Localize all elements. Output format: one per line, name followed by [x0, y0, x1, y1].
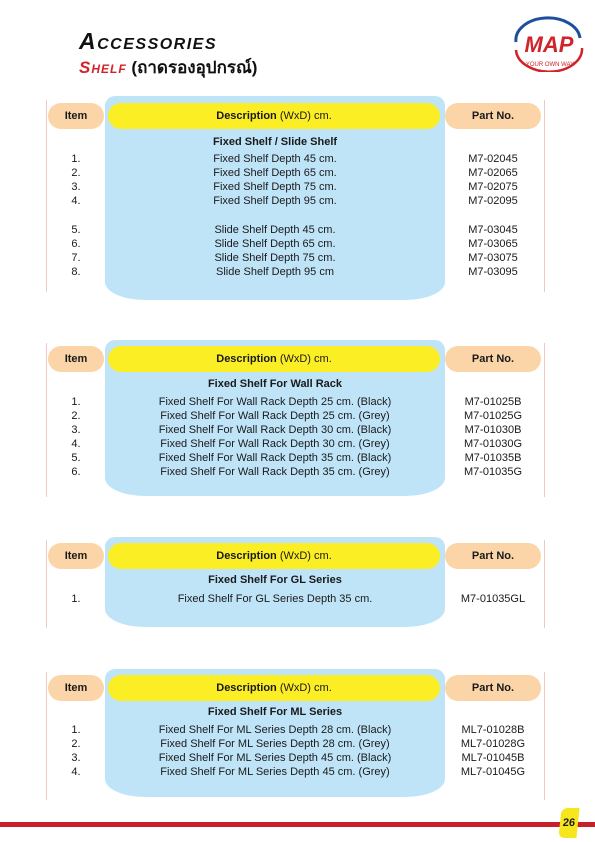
row-num: 4. — [71, 438, 81, 450]
row-part: ML7-01028B — [461, 724, 525, 736]
table-row — [0, 166, 595, 180]
table-row — [0, 437, 595, 451]
row-num: 2. — [71, 738, 81, 750]
row-desc: Slide Shelf Depth 95 cm — [215, 266, 334, 278]
footer-bar — [0, 822, 595, 827]
header-item: Item — [48, 103, 104, 129]
logo-tagline: YOUR OWN WAY — [525, 62, 575, 68]
row-desc: Fixed Shelf For Wall Rack Depth 30 cm. (Black) — [158, 424, 392, 436]
table-row — [0, 465, 595, 479]
row-part: M7-02075 — [468, 181, 518, 193]
table-row — [0, 723, 595, 737]
logo-text: MAP — [524, 32, 574, 57]
row-num: 4. — [71, 195, 81, 207]
row-part: M7-01035B — [464, 452, 522, 464]
row-part: ML7-01045G — [460, 766, 526, 778]
divider-left — [46, 540, 47, 628]
divider-right — [544, 540, 545, 628]
row-part: ML7-01028G — [460, 738, 526, 750]
page-number: 26 — [558, 808, 579, 838]
row-num: 3. — [71, 181, 81, 193]
subtitle-red: Shelf — [79, 58, 127, 77]
row-part: M7-03065 — [468, 238, 518, 250]
row-num: 1. — [71, 153, 81, 165]
row-desc: Fixed Shelf For ML Series Depth 28 cm. (Black) — [158, 724, 392, 736]
row-desc: Fixed Shelf Depth 65 cm. — [213, 167, 337, 179]
row-part: M7-01025B — [464, 396, 522, 408]
header-description — [108, 103, 440, 129]
row-part: M7-03045 — [468, 224, 518, 236]
header-description-unit: (WxD) cm. — [276, 682, 332, 694]
table-row — [0, 751, 595, 765]
row-desc: Fixed Shelf For Wall Rack Depth 30 cm. (Grey) — [160, 438, 390, 450]
header-part-no: Part No. — [445, 346, 541, 372]
header-description — [108, 675, 440, 701]
row-desc: Fixed Shelf Depth 45 cm. — [213, 153, 337, 165]
table-row — [0, 194, 595, 208]
header-item: Item — [48, 346, 104, 372]
row-desc: Fixed Shelf Depth 95 cm. — [213, 195, 337, 207]
table-row — [0, 180, 595, 194]
row-part: M7-01035G — [463, 466, 523, 478]
row-part: M7-02095 — [468, 195, 518, 207]
row-desc: Fixed Shelf Depth 75 cm. — [213, 181, 337, 193]
group-title: Fixed Shelf / Slide Shelf — [212, 136, 338, 148]
row-desc: Fixed Shelf For GL Series Depth 35 cm. — [177, 593, 373, 605]
row-num: 3. — [71, 424, 81, 436]
row-part: M7-02065 — [468, 167, 518, 179]
table-row — [0, 423, 595, 437]
row-num: 7. — [71, 252, 81, 264]
header-description-bold: Description — [216, 110, 277, 122]
row-desc: Slide Shelf Depth 75 cm. — [214, 252, 336, 264]
table-row — [0, 592, 595, 606]
table-row — [0, 737, 595, 751]
table-row — [0, 251, 595, 265]
row-num: 5. — [71, 224, 81, 236]
row-desc: Fixed Shelf For Wall Rack Depth 25 cm. (Black) — [158, 396, 392, 408]
header-description-bold: Description — [216, 682, 277, 694]
row-num: 2. — [71, 167, 81, 179]
header-item: Item — [48, 675, 104, 701]
table-row — [0, 223, 595, 237]
row-desc: Fixed Shelf For Wall Rack Depth 35 cm. (Grey) — [160, 466, 390, 478]
row-part: M7-03095 — [468, 266, 518, 278]
row-desc: Fixed Shelf For ML Series Depth 45 cm. (Grey) — [160, 766, 390, 778]
row-num: 2. — [71, 410, 81, 422]
header-description-bold: Description — [216, 353, 277, 365]
row-part: M7-01035GL — [460, 593, 526, 605]
row-part: ML7-01045B — [461, 752, 525, 764]
table-row — [0, 409, 595, 423]
table-row — [0, 765, 595, 779]
header-description-unit: (WxD) cm. — [276, 353, 332, 365]
map-logo — [510, 16, 588, 72]
table-row — [0, 237, 595, 251]
header-part-no: Part No. — [445, 543, 541, 569]
group-title: Fixed Shelf For Wall Rack — [207, 378, 343, 390]
table-row — [0, 395, 595, 409]
row-part: M7-01030G — [463, 438, 523, 450]
row-desc: Fixed Shelf For ML Series Depth 45 cm. (Black) — [158, 752, 392, 764]
table-row — [0, 265, 595, 279]
row-desc: Fixed Shelf For ML Series Depth 28 cm. (Grey) — [160, 738, 390, 750]
group-title: Fixed Shelf For ML Series — [207, 706, 343, 718]
header-description-unit: (WxD) cm. — [276, 550, 332, 562]
row-desc: Fixed Shelf For Wall Rack Depth 25 cm. (Grey) — [160, 410, 390, 422]
table-row — [0, 451, 595, 465]
row-num: 8. — [71, 266, 81, 278]
header-description — [108, 346, 440, 372]
row-num: 1. — [71, 593, 81, 605]
row-part: M7-02045 — [468, 153, 518, 165]
subtitle-thai: (ถาดรองอุปกรณ์) — [131, 58, 258, 77]
page-title: Accessories — [79, 28, 218, 54]
header-description — [108, 543, 440, 569]
row-num: 6. — [71, 238, 81, 250]
row-num: 5. — [71, 452, 81, 464]
row-num: 4. — [71, 766, 81, 778]
group-title: Fixed Shelf For GL Series — [208, 574, 342, 586]
header-part-no: Part No. — [445, 103, 541, 129]
header-description-bold: Description — [216, 550, 277, 562]
row-part: M7-03075 — [468, 252, 518, 264]
page-subtitle — [79, 54, 257, 81]
row-num: 1. — [71, 396, 81, 408]
row-num: 6. — [71, 466, 81, 478]
row-desc: Slide Shelf Depth 65 cm. — [214, 238, 336, 250]
header-item: Item — [48, 543, 104, 569]
header-part-no: Part No. — [445, 675, 541, 701]
row-num: 1. — [71, 724, 81, 736]
row-part: M7-01025G — [463, 410, 523, 422]
row-desc: Slide Shelf Depth 45 cm. — [214, 224, 336, 236]
row-num: 3. — [71, 752, 81, 764]
table-row — [0, 152, 595, 166]
row-part: M7-01030B — [464, 424, 522, 436]
header-description-unit: (WxD) cm. — [276, 110, 332, 122]
row-desc: Fixed Shelf For Wall Rack Depth 35 cm. (Black) — [158, 452, 392, 464]
